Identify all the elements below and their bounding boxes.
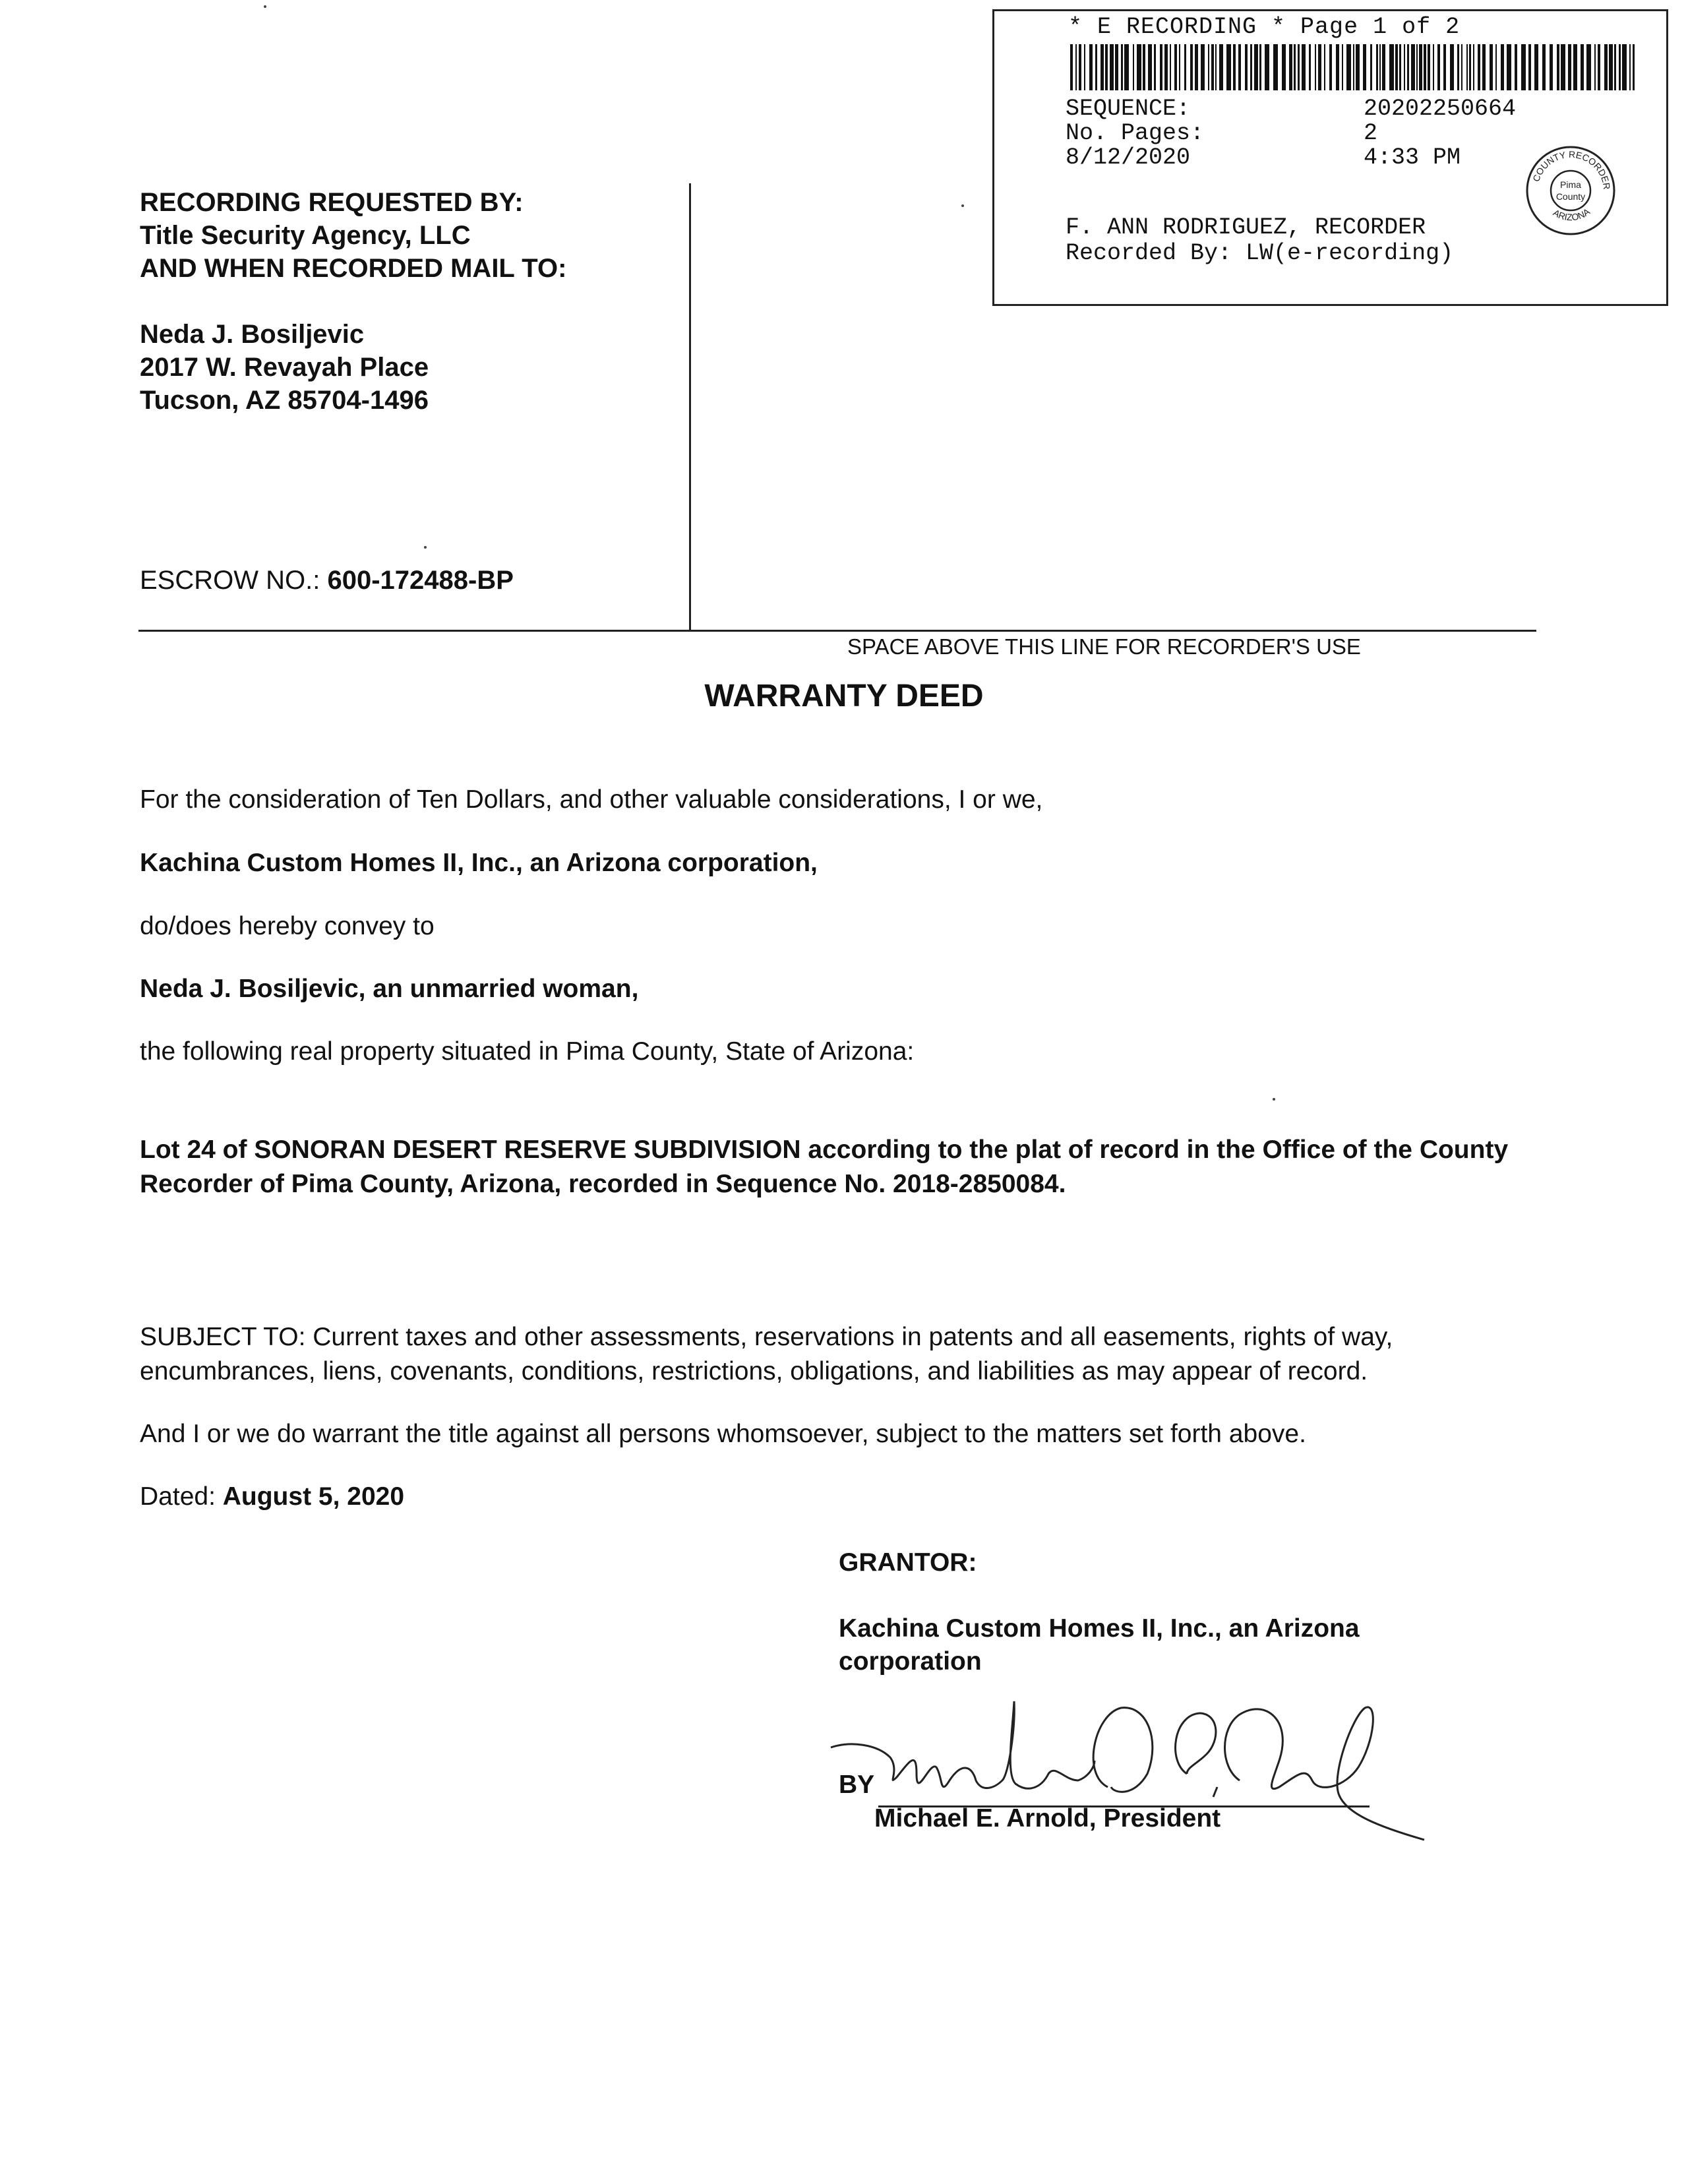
consideration-text: For the consideration of Ten Dollars, and other valuable considerations, I or we, — [140, 785, 1043, 814]
recorder-name: F. ANN RODRIGUEZ, RECORDER — [1066, 214, 1426, 241]
scan-speck — [1273, 1098, 1275, 1101]
mail-to-street: 2017 W. Revayah Place — [140, 353, 429, 382]
recording-header: * E RECORDING * Page 1 of 2 — [1068, 14, 1461, 40]
mail-to-city: Tucson, AZ 85704-1496 — [140, 386, 429, 415]
scan-speck — [424, 546, 427, 549]
svg-text:COUNTY RECORDER: COUNTY RECORDER — [1530, 148, 1613, 191]
recorded-by: Recorded By: LW(e-recording) — [1066, 240, 1454, 266]
svg-text:County: County — [1555, 191, 1586, 202]
pages-label: No. Pages: — [1066, 120, 1205, 146]
grantee-name: Neda J. Bosiljevic, an unmarried woman, — [140, 975, 639, 1003]
grantor-company-line2: corporation — [839, 1647, 982, 1676]
dated-value: August 5, 2020 — [222, 1482, 405, 1511]
recording-date: 8/12/2020 — [1066, 144, 1191, 171]
recording-time: 4:33 PM — [1364, 144, 1461, 171]
signer-name: Michael E. Arnold, President — [874, 1804, 1221, 1833]
dated-label: Dated: — [140, 1482, 216, 1511]
space-above-note: SPACE ABOVE THIS LINE FOR RECORDER'S USE — [847, 634, 1361, 659]
document-title: WARRANTY DEED — [704, 679, 984, 713]
svg-text:Pima: Pima — [1560, 179, 1581, 190]
convey-text: do/does hereby convey to — [140, 912, 435, 940]
mail-to-label: AND WHEN RECORDED MAIL TO: — [140, 254, 567, 283]
county-seal-icon — [1523, 143, 1619, 239]
mail-to-name: Neda J. Bosiljevic — [140, 320, 365, 349]
pages-value: 2 — [1364, 120, 1378, 146]
sequence-label: SEQUENCE: — [1066, 96, 1191, 122]
subject-to-text: SUBJECT TO: Current taxes and other assessments, reservations in patents and all easements, rights of way, encumbrances, liens, covenants, conditions, restrictions, obligations, and liabilities as may appear of record. — [140, 1323, 1393, 1385]
dated-line — [140, 1480, 404, 1513]
svg-text:ARIZONA: ARIZONA — [1551, 206, 1592, 223]
warrant-text: And I or we do warrant the title against all persons whomsoever, subject to the matters set forth above. — [140, 1420, 1306, 1448]
scan-speck — [961, 204, 964, 207]
property-intro: the following real property situated in Pima County, State of Arizona: — [140, 1037, 915, 1066]
sequence-value: 20202250664 — [1364, 96, 1517, 122]
recorder-stamp-box — [992, 9, 1668, 306]
vertical-divider — [689, 183, 691, 632]
grantor-name: Kachina Custom Homes II, Inc., an Arizona corporation, — [140, 849, 818, 877]
grantor-label: GRANTOR: — [839, 1548, 977, 1577]
recorder-use-line — [138, 630, 1536, 632]
barcode-icon — [1070, 44, 1637, 90]
title-company: Title Security Agency, LLC — [140, 221, 471, 250]
escrow-number: 600-172488-BP — [327, 566, 514, 595]
escrow-label: ESCROW NO.: — [140, 566, 320, 595]
by-label: BY — [839, 1771, 875, 1799]
grantor-company-line1: Kachina Custom Homes II, Inc., an Arizona — [839, 1614, 1360, 1643]
escrow-line — [140, 564, 514, 597]
scan-speck — [264, 5, 266, 8]
requested-by-label: RECORDING REQUESTED BY: — [140, 188, 524, 217]
legal-description: Lot 24 of SONORAN DESERT RESERVE SUBDIVISION according to the plat of record in the Office of the County Recorder of Pima County, Arizona, recorded in Sequence No. 2018-2850084. — [140, 1136, 1509, 1198]
